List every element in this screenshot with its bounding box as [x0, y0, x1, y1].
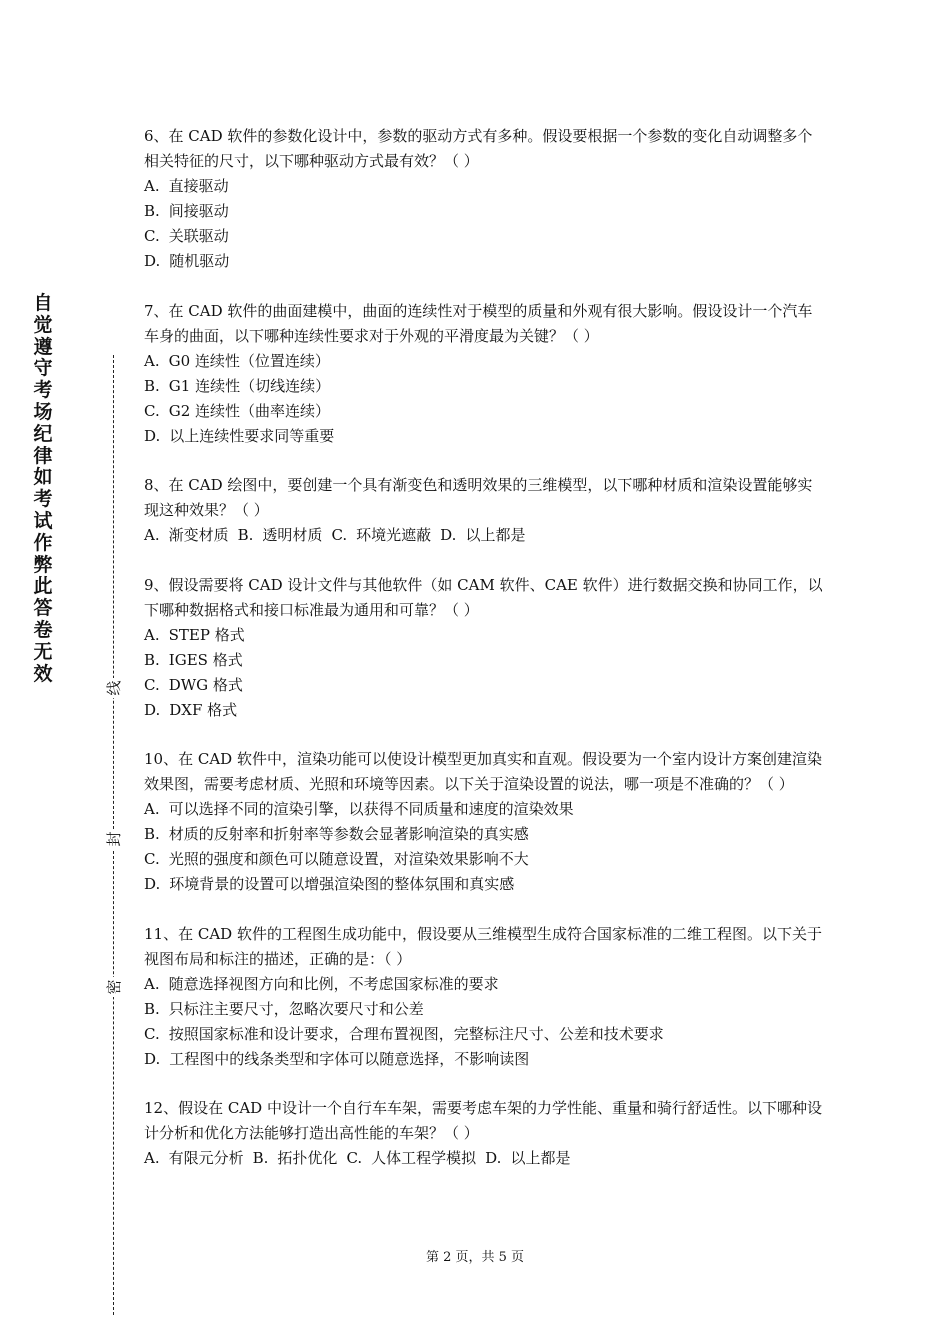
option-letter: C. — [144, 227, 160, 245]
option-text: 人体工程学模拟 — [371, 1149, 477, 1167]
answer-option[interactable] — [144, 199, 826, 224]
option-letter: C. — [144, 675, 160, 694]
option-letter: A. — [144, 351, 160, 370]
option-list — [144, 623, 826, 723]
option-text: 材质的反射率和折射率等参数会显著影响渲染的真实感 — [168, 825, 529, 843]
answer-option[interactable] — [346, 1146, 476, 1171]
option-text: 直接驱动 — [168, 177, 229, 195]
question-stem: 10、在 CAD 软件中，渲染功能可以使设计模型更加真实和直观。假设要为一个室内设计方案创建渲染效果图，需要考虑材质、光照和环境等因素。以下关于渲染设置的说法，哪一项是不准确的？（ ） — [144, 750, 822, 793]
option-list — [144, 349, 826, 449]
option-letter: B. — [144, 650, 160, 669]
option-text: 间接驱动 — [168, 202, 229, 220]
option-text: 以上都是 — [465, 526, 526, 544]
option-text: DXF 格式 — [169, 700, 238, 719]
question-block — [144, 573, 826, 723]
question-stem: 12、假设在 CAD 中设计一个自行车车架，需要考虑车架的力学性能、重量和骑行舒适性。以下哪种设计分析和优化方法能够打造出高性能的车架？（ ） — [144, 1099, 822, 1142]
answer-option[interactable] — [144, 1146, 244, 1171]
option-letter: B. — [144, 999, 160, 1018]
question-stem: 7、在 CAD 软件的曲面建模中，曲面的连续性对于模型的质量和外观有很大影响。假设设计一个汽车车身的曲面，以下哪种连续性要求对于外观的平滑度最为关键？（ ） — [144, 301, 813, 345]
option-letter: A. — [144, 526, 160, 544]
option-letter: C. — [144, 850, 160, 868]
option-letter: C. — [144, 1024, 160, 1043]
option-letter: B. — [252, 1149, 269, 1167]
exam-discipline-warning: 自觉遵守考场纪律如考试作弊此答卷无效 — [33, 292, 53, 685]
binding-label-seal: 封 — [102, 829, 126, 849]
option-letter: B. — [144, 825, 160, 843]
option-letter: A. — [144, 1149, 160, 1167]
answer-option[interactable] — [144, 224, 826, 249]
answer-option[interactable] — [144, 797, 826, 822]
answer-option[interactable] — [440, 523, 525, 548]
answer-option[interactable] — [144, 997, 826, 1022]
option-text: 关联驱动 — [168, 227, 229, 245]
answer-option[interactable] — [144, 623, 826, 648]
answer-option[interactable] — [144, 648, 826, 673]
option-text: 以上都是 — [510, 1149, 571, 1167]
question-block — [144, 747, 826, 897]
option-letter: D. — [144, 1049, 161, 1068]
option-letter: A. — [144, 800, 160, 818]
option-text: 环境背景的设置可以增强渲染图的整体氛围和真实感 — [169, 875, 515, 893]
binding-label-secret: 密 — [102, 977, 126, 997]
option-letter: D. — [440, 526, 457, 544]
option-letter: D. — [144, 426, 161, 445]
option-text: 随意选择视图方向和比例，不考虑国家标准的要求 — [168, 974, 499, 993]
option-text: 渐变材质 — [168, 526, 229, 544]
option-list — [144, 174, 826, 274]
answer-option[interactable] — [331, 523, 431, 548]
answer-option[interactable] — [485, 1146, 570, 1171]
question-block — [144, 1096, 826, 1171]
option-text: IGES 格式 — [168, 650, 243, 669]
answer-option[interactable] — [144, 374, 826, 399]
option-letter: A. — [144, 177, 160, 195]
option-letter: B. — [144, 202, 160, 220]
option-list — [144, 1146, 826, 1171]
option-text: G2 连续性（曲率连续） — [168, 401, 331, 420]
answer-option[interactable] — [253, 1146, 338, 1171]
answer-option[interactable] — [144, 1022, 826, 1047]
answer-option[interactable] — [144, 349, 826, 374]
option-letter: A. — [144, 974, 160, 993]
answer-option[interactable] — [144, 847, 826, 872]
option-letter: B. — [237, 526, 254, 544]
option-list — [144, 523, 826, 548]
question-block — [144, 922, 826, 1072]
answer-option[interactable] — [144, 249, 826, 274]
option-letter: D. — [485, 1149, 502, 1167]
option-text: G0 连续性（位置连续） — [168, 351, 330, 370]
question-list — [144, 124, 826, 1196]
option-text: 以上连续性要求同等重要 — [169, 426, 335, 445]
option-text: 环境光遮蔽 — [356, 526, 432, 544]
answer-option[interactable] — [144, 872, 826, 897]
answer-option[interactable] — [144, 424, 826, 449]
option-letter: D. — [144, 252, 161, 270]
question-block — [144, 299, 826, 449]
option-text: STEP 格式 — [168, 625, 245, 644]
option-list — [144, 972, 826, 1072]
option-text: 可以选择不同的渲染引擎，以获得不同质量和速度的渲染效果 — [168, 800, 574, 818]
option-letter: D. — [144, 700, 161, 719]
question-stem: 11、在 CAD 软件的工程图生成功能中，假设要从三维模型生成符合国家标准的二维工程图。以下关于视图布局和标注的描述，正确的是：（ ） — [144, 924, 822, 968]
option-text: DWG 格式 — [168, 675, 243, 694]
option-text: 拓扑优化 — [277, 1149, 338, 1167]
answer-option[interactable] — [144, 698, 826, 723]
answer-option[interactable] — [144, 174, 826, 199]
option-letter: A. — [144, 625, 160, 644]
answer-option[interactable] — [144, 673, 826, 698]
option-letter: C. — [346, 1149, 363, 1167]
question-block — [144, 473, 826, 548]
answer-option[interactable] — [144, 399, 826, 424]
answer-option[interactable] — [144, 972, 826, 997]
option-text: 工程图中的线条类型和字体可以随意选择，不影响读图 — [169, 1049, 530, 1068]
option-text: 有限元分析 — [168, 1149, 244, 1167]
question-stem: 9、假设需要将 CAD 设计文件与其他软件（如 CAM 软件、CAE 软件）进行数据交换和协同工作，以下哪种数据格式和接口标准最为通用和可靠？（ ） — [144, 575, 823, 619]
option-text: G1 连续性（切线连续） — [168, 376, 331, 395]
option-text: 透明材质 — [262, 526, 323, 544]
answer-option[interactable] — [144, 523, 229, 548]
option-text: 按照国家标准和设计要求，合理布置视图，完整标注尺寸、公差和技术要求 — [168, 1024, 664, 1043]
option-text: 只标注主要尺寸，忽略次要尺寸和公差 — [168, 999, 424, 1018]
question-stem: 8、在 CAD 绘图中，要创建一个具有渐变色和透明效果的三维模型，以下哪种材质和渲染设置能够实现这种效果？（ ） — [144, 476, 813, 519]
answer-option[interactable] — [238, 523, 323, 548]
option-letter: C. — [144, 401, 160, 420]
option-letter: D. — [144, 875, 161, 893]
option-letter: B. — [144, 376, 160, 395]
option-letter: C. — [331, 526, 348, 544]
binding-label-line: 线 — [102, 678, 126, 698]
question-block — [144, 124, 826, 274]
answer-option[interactable] — [144, 1047, 826, 1072]
page-footer: 第 2 页，共 5 页 — [425, 1250, 525, 1265]
option-list — [144, 797, 826, 897]
option-text: 随机驱动 — [169, 252, 230, 270]
question-stem: 6、在 CAD 软件的参数化设计中，参数的驱动方式有多种。假设要根据一个参数的变化自动调整多个相关特征的尺寸，以下哪种驱动方式最有效？（ ） — [144, 127, 813, 170]
answer-option[interactable] — [144, 822, 826, 847]
option-text: 光照的强度和颜色可以随意设置，对渲染效果影响不大 — [168, 850, 529, 868]
